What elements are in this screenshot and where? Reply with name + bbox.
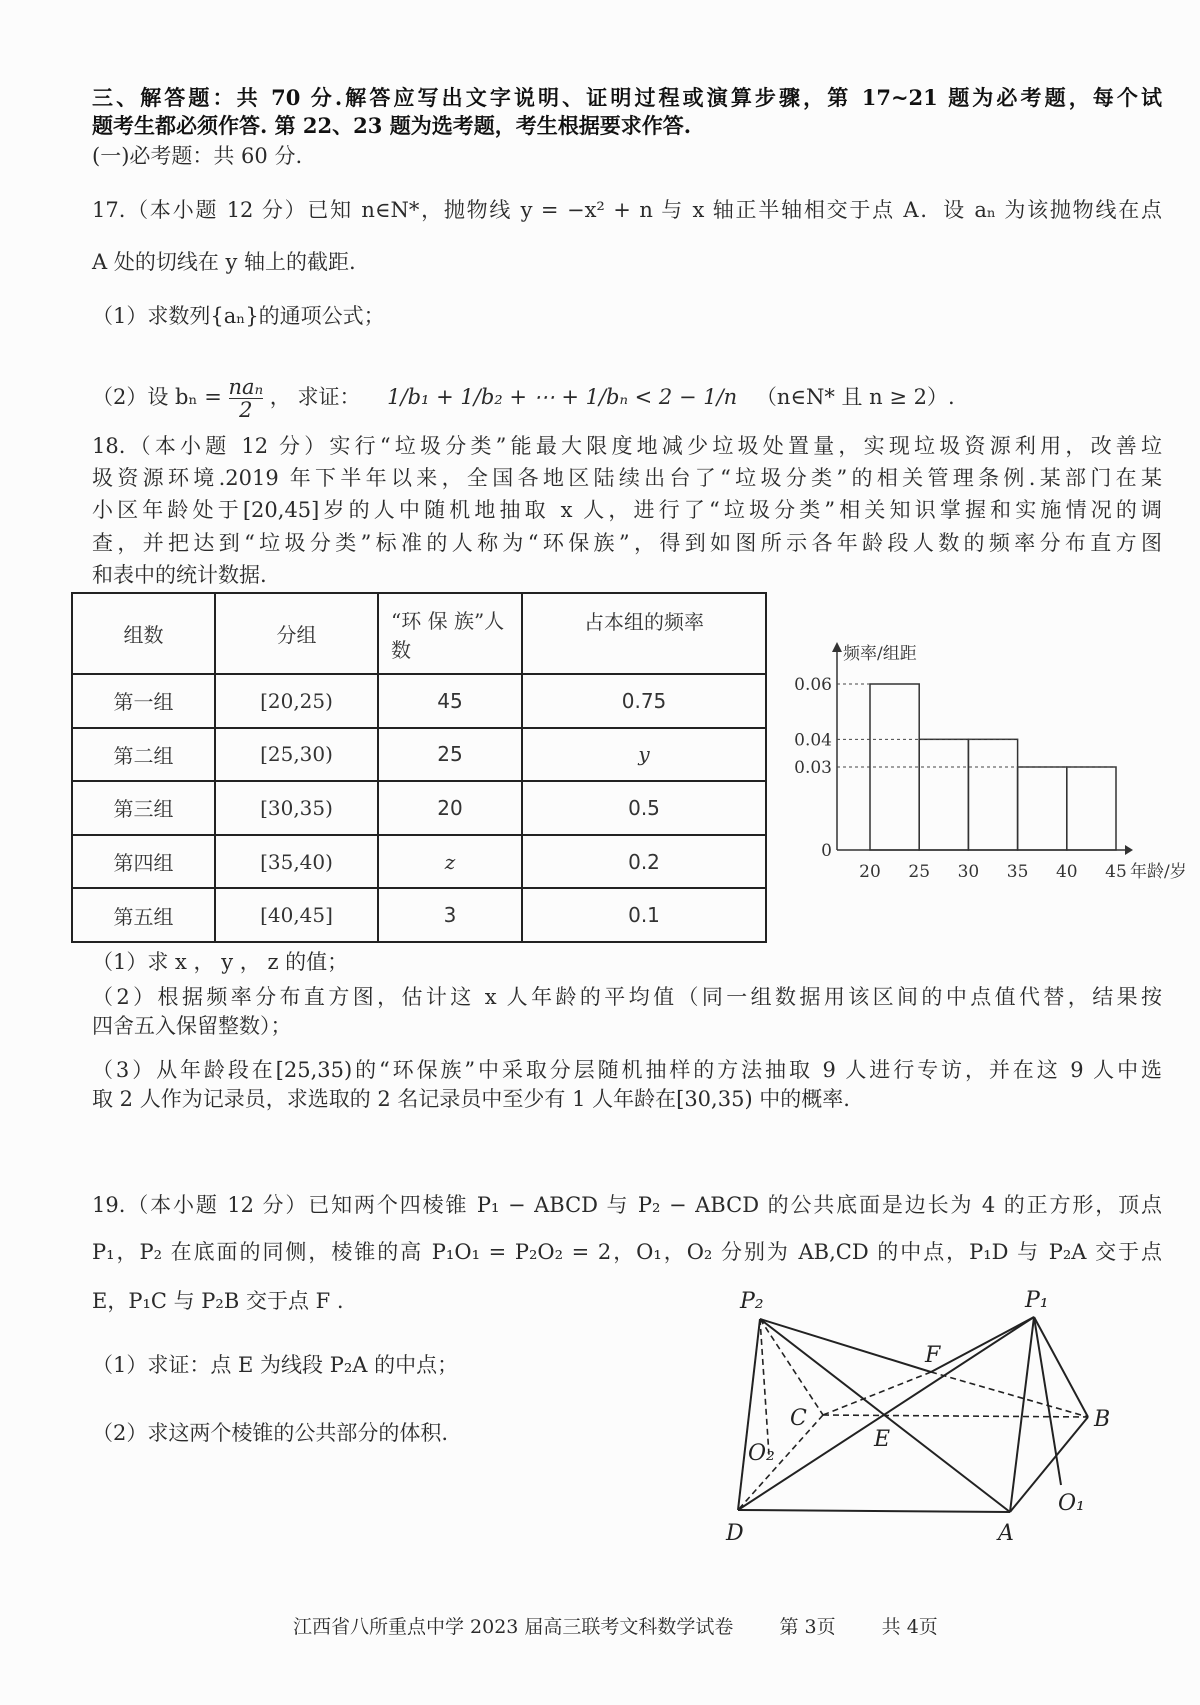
edge-P1D [738, 1317, 1034, 1510]
label-E: E [874, 1427, 891, 1452]
cell: [25,30) [215, 728, 378, 782]
q19-stem-cont2: E，P₁C 与 P₂B 交于点 F . [92, 1289, 344, 1313]
label-P1: P₁ [1025, 1288, 1049, 1313]
q17-part1: （1）求数列{aₙ}的通项公式； [92, 304, 385, 328]
table-row [72, 835, 766, 889]
fraction-numerator: naₙ [228, 375, 264, 399]
q18-part3-cont: 取 2 人作为记录员，求选取的 2 名记录员中至少有 1 人年龄在[30,35) 中的概率. [92, 1087, 850, 1111]
pyramid-diagram [700, 1280, 1140, 1550]
histogram-bar [1067, 767, 1116, 850]
q19-stem: 19.（本小题 12 分）已知两个四棱锥 P₁ − ABCD 与 P₂ − ABCD 的公共底面是边长为 4 的正方形，顶点 [92, 1193, 1162, 1217]
q18-part3: （3）从年龄段在[25,35)的“环保族”中采取分层随机抽样的方法抽取 9 人进行专访，并在这 9 人中选 [92, 1058, 1162, 1082]
cell: 0.2 [522, 835, 766, 889]
frequency-histogram [780, 630, 1187, 885]
label-F: F [925, 1343, 941, 1368]
q18-stem-line: 18.（本小题 12 分）实行“垃圾分类”能最大限度地减少垃圾处置量，实现垃圾资源利用，改善垃 [92, 434, 1162, 458]
edge-P1A [1010, 1317, 1034, 1512]
x-tick-label: 30 [957, 862, 980, 882]
label-D: D [726, 1521, 744, 1546]
label-B: B [1094, 1407, 1111, 1432]
q17-stem-cont: A 处的切线在 y 轴上的截距. [92, 250, 356, 274]
edge-P2O2 [760, 1319, 769, 1455]
table-row [72, 728, 766, 782]
cell: 3 [378, 888, 522, 942]
cell: 25 [378, 728, 522, 782]
q17-fraction [229, 376, 264, 421]
q18-stem-line: 小区年龄处于[20,45]岁的人中随机地抽取 x 人，进行了“垃圾分类”相关知识掌握和实施情况的调 [92, 498, 1162, 522]
q17-part2 [92, 376, 1162, 421]
x-tick-label: 40 [1055, 862, 1078, 882]
x-tick-label: 20 [859, 862, 881, 882]
table-row [72, 781, 766, 835]
edge-P2F [760, 1319, 931, 1372]
label-A: A [998, 1521, 1014, 1546]
y-tick-label: 0.03 [794, 758, 832, 778]
header-cell: 组数 [72, 593, 215, 674]
cell: [35,40) [215, 835, 378, 889]
q19-part1: （1）求证：点 E 为线段 P₂A 的中点； [92, 1353, 459, 1377]
table-row [72, 888, 766, 942]
footer-total: 共 4页 [881, 1616, 938, 1638]
q19-part2: （2）求这两个棱锥的公共部分的体积. [92, 1421, 449, 1445]
q17-condition: （n∈N* 且 n ≥ 2）. [755, 385, 955, 409]
cell: [40,45] [215, 888, 378, 942]
table-header-row [72, 593, 766, 674]
q18-stem-line: 查，并把达到“垃圾分类”标准的人称为“环保族”，得到如图所示各年龄段人数的频率分布直方图 [92, 531, 1162, 555]
cell: 第五组 [72, 888, 215, 942]
fraction-denominator: 2 [239, 398, 253, 422]
cell: 第四组 [72, 835, 215, 889]
x-axis-arrow [1125, 845, 1133, 855]
footer-title: 江西省八所重点中学 2023 届高三联考文科数学试卷 [293, 1616, 734, 1638]
cell: [20,25) [215, 674, 378, 728]
y-axis-label: 频率/组距 [843, 644, 917, 664]
edge-P2C [760, 1319, 823, 1415]
edge-CB [823, 1415, 1088, 1417]
label-C: C [790, 1406, 807, 1431]
q17-part2-prefix: （2）设 bₙ = [92, 385, 222, 409]
header-cell: 分组 [215, 593, 378, 674]
q17-prove-label: ， 求证： [269, 385, 361, 409]
y-axis-arrow [832, 642, 842, 652]
stats-table [71, 592, 767, 943]
cell: 0.5 [522, 781, 766, 835]
label-O2: O₂ [748, 1441, 775, 1466]
header-cell: 占本组的频率 [522, 593, 766, 674]
x-axis-label: 年龄/岁 [1130, 862, 1187, 882]
y-tick-label: 0.04 [794, 730, 832, 751]
y-tick-label: 0 [821, 841, 832, 861]
section-heading-cont: 题考生都必须作答. 第 22、23 题为选考题，考生根据要求作答. [92, 113, 692, 138]
edge-DA [738, 1510, 1010, 1512]
section-heading: 三、解答题：共 70 分.解答应写出文字说明、证明过程或演算步骤，第 17~21 题为必考题，每个试 [92, 85, 1162, 110]
edge-P1F [931, 1317, 1034, 1372]
cell: 第二组 [72, 728, 215, 782]
q18-part1: （1）求 x ， y ， z 的值； [92, 950, 349, 974]
q18-stem-line: 和表中的统计数据. [92, 563, 267, 587]
section-subheading: (一)必考题：共 60 分. [92, 144, 303, 168]
cell: [30,35) [215, 781, 378, 835]
table-row [72, 674, 766, 728]
x-tick-label: 25 [908, 862, 931, 882]
x-tick-label: 45 [1105, 862, 1127, 882]
edge-FB [931, 1372, 1088, 1417]
q19-stem-cont: P₁，P₂ 在底面的同侧，棱锥的高 P₁O₁ = P₂O₂ = 2，O₁，O₂ 分别为 AB,CD 的中点，P₁D 与 P₂A 交于点 [92, 1240, 1162, 1264]
cell: z [378, 835, 522, 889]
histogram-bar [919, 739, 968, 850]
q17-stem: 17.（本小题 12 分）已知 n∈N*，抛物线 y = −x² + n 与 x 轴正半轴相交于点 A．设 aₙ 为该抛物线在点 [92, 198, 1162, 222]
label-O1: O₁ [1058, 1491, 1085, 1516]
q18-part2: （2）根据频率分布直方图，估计这 x 人年龄的平均值（同一组数据用该区间的中点值代替，结果按 [92, 985, 1162, 1009]
footer [293, 1612, 938, 1639]
q17-inequality: 1/b₁ + 1/b₂ + ⋯ + 1/bₙ < 2 − 1/n [387, 385, 738, 409]
y-tick-label: 0.06 [794, 675, 832, 695]
x-tick-label: 35 [1006, 862, 1029, 882]
cell: 0.75 [522, 674, 766, 728]
q18-part2-cont: 四舍五入保留整数）； [92, 1014, 292, 1038]
cell: 0.1 [522, 888, 766, 942]
cell: 第三组 [72, 781, 215, 835]
cell: 第一组 [72, 674, 215, 728]
cell: y [522, 728, 766, 782]
footer-page: 第 3页 [779, 1616, 836, 1638]
cell: 20 [378, 781, 522, 835]
histogram-bar [1018, 767, 1067, 850]
q18-stem-line: 圾资源环境.2019 年下半年以来，全国各地区陆续出台了“垃圾分类”的相关管理条例.某部门在某 [92, 466, 1162, 490]
header-cell: “环 保 族”人数 [378, 593, 522, 674]
histogram-bar [968, 739, 1017, 850]
label-P2: P₂ [740, 1289, 764, 1314]
edge-P2D [738, 1319, 760, 1510]
cell: 45 [378, 674, 522, 728]
